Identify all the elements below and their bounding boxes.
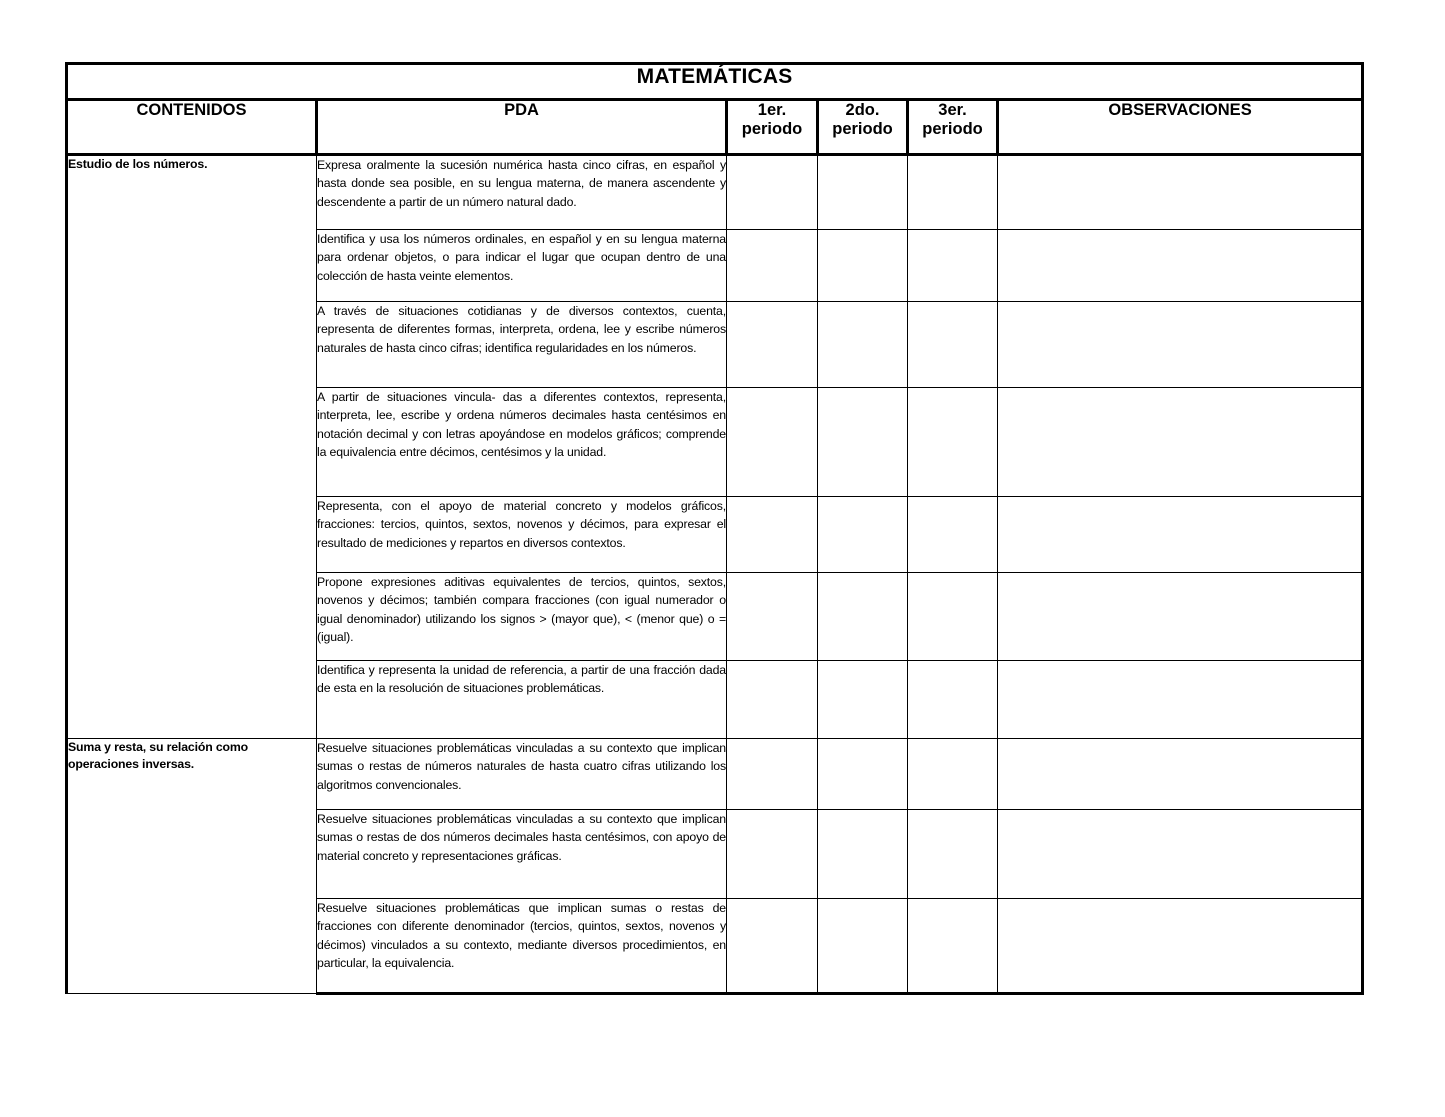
observaciones-cell[interactable] <box>998 155 1363 230</box>
observaciones-cell[interactable] <box>998 661 1363 739</box>
table-body <box>67 155 1363 994</box>
periodo-2-label: periodo <box>832 119 893 138</box>
periodo-2-cell[interactable] <box>818 739 908 810</box>
observaciones-cell[interactable] <box>998 810 1363 899</box>
pda-cell: A través de situaciones cotidianas y de diversos contextos, cuenta, representa de diferentes formas, interpreta, ordena, lee y escribe números naturales de hasta cinco cifras; identifica regularidades en los números. <box>317 302 727 388</box>
observaciones-cell[interactable] <box>998 302 1363 388</box>
periodo-3-cell[interactable] <box>908 302 998 388</box>
contenido-cell: Suma y resta, su relación como operaciones inversas. <box>67 739 317 994</box>
periodo-2-cell[interactable] <box>818 388 908 497</box>
periodo-2-cell[interactable] <box>818 661 908 739</box>
column-header-observaciones: OBSERVACIONES <box>998 100 1363 155</box>
periodo-1-cell[interactable] <box>727 388 818 497</box>
periodo-1-cell[interactable] <box>727 810 818 899</box>
pda-cell: Representa, con el apoyo de material concreto y modelos gráficos, fracciones: tercios, quintos, sextos, novenos y décimos, para expresar el resultado de mediciones y repartos en diversos contextos. <box>317 497 727 573</box>
contenido-cell: Estudio de los números. <box>67 155 317 739</box>
periodo-3-cell[interactable] <box>908 810 998 899</box>
periodo-3-cell[interactable] <box>908 899 998 994</box>
observaciones-cell[interactable] <box>998 388 1363 497</box>
periodo-2-ordinal: 2do. <box>845 101 880 119</box>
pda-cell: Identifica y usa los números ordinales, en español y en su lengua materna para ordenar objetos, o para indicar el lugar que ocupan dentro de una colección de hasta veinte elementos. <box>317 230 727 302</box>
periodo-2-cell[interactable] <box>818 230 908 302</box>
observaciones-cell[interactable] <box>998 573 1363 661</box>
pda-cell: Propone expresiones aditivas equivalentes de tercios, quintos, sextos, novenos y décimos; también compara fracciones (con igual numerador o igual denominador) utilizando los signos > (mayor que), < (menor que) o = (igual). <box>317 573 727 661</box>
table-head <box>67 64 1363 155</box>
pda-cell: A partir de situaciones vincula- das a diferentes contextos, representa, interpreta, lee, escribe y ordena números decimales hasta centésimos en notación decimal y con letras apoyándose en modelos gráficos; comprende la equivalencia entre décimos, centésimos y la unidad. <box>317 388 727 497</box>
column-header-periodo-2 <box>818 100 908 155</box>
periodo-1-cell[interactable] <box>727 230 818 302</box>
periodo-1-cell[interactable] <box>727 573 818 661</box>
periodo-2-cell[interactable] <box>818 810 908 899</box>
periodo-3-cell[interactable] <box>908 573 998 661</box>
pda-cell: Resuelve situaciones problemáticas que implican sumas o restas de fracciones con diferente denominador (tercios, quintos, sextos, novenos y décimos) vinculados a su contexto, mediante diversos procedimientos, en particular, la equivalencia. <box>317 899 727 994</box>
table-row <box>67 739 1363 810</box>
periodo-1-cell[interactable] <box>727 155 818 230</box>
column-header-pda: PDA <box>317 100 727 155</box>
column-header-periodo-3 <box>908 100 998 155</box>
periodo-3-cell[interactable] <box>908 739 998 810</box>
periodo-2-cell[interactable] <box>818 302 908 388</box>
observaciones-cell[interactable] <box>998 230 1363 302</box>
document-title: MATEMÁTICAS <box>67 64 1363 100</box>
title-row <box>67 64 1363 100</box>
periodo-3-cell[interactable] <box>908 155 998 230</box>
periodo-1-cell[interactable] <box>727 302 818 388</box>
periodo-3-cell[interactable] <box>908 388 998 497</box>
worksheet-sheet <box>65 62 1361 995</box>
pda-cell: Identifica y representa la unidad de referencia, a partir de una fracción dada de esta en la resolución de situaciones problemáticas. <box>317 661 727 739</box>
periodo-3-cell[interactable] <box>908 497 998 573</box>
pda-cell: Expresa oralmente la sucesión numérica hasta cinco cifras, en español y hasta donde sea posible, en su lengua materna, de manera ascendente y descendente a partir de un número natural dado. <box>317 155 727 230</box>
observaciones-cell[interactable] <box>998 739 1363 810</box>
header-row <box>67 100 1363 155</box>
periodo-1-cell[interactable] <box>727 899 818 994</box>
curriculum-table <box>65 62 1364 995</box>
periodo-2-cell[interactable] <box>818 155 908 230</box>
observaciones-cell[interactable] <box>998 497 1363 573</box>
periodo-2-cell[interactable] <box>818 573 908 661</box>
column-header-periodo-1 <box>727 100 818 155</box>
periodo-2-cell[interactable] <box>818 899 908 994</box>
periodo-1-cell[interactable] <box>727 661 818 739</box>
pda-cell: Resuelve situaciones problemáticas vinculadas a su contexto que implican sumas o restas de dos números decimales hasta centésimos, con apoyo de material concreto y representaciones gráficas. <box>317 810 727 899</box>
periodo-1-cell[interactable] <box>727 497 818 573</box>
periodo-3-ordinal: 3er. <box>938 101 967 119</box>
periodo-3-label: periodo <box>922 119 983 138</box>
periodo-2-cell[interactable] <box>818 497 908 573</box>
periodo-3-cell[interactable] <box>908 661 998 739</box>
periodo-1-ordinal: 1er. <box>757 101 787 119</box>
observaciones-cell[interactable] <box>998 899 1363 994</box>
table-row <box>67 155 1363 230</box>
column-header-contenidos: CONTENIDOS <box>67 100 317 155</box>
periodo-3-cell[interactable] <box>908 230 998 302</box>
periodo-1-cell[interactable] <box>727 739 818 810</box>
periodo-1-label: periodo <box>741 119 803 138</box>
pda-cell: Resuelve situaciones problemáticas vinculadas a su contexto que implican sumas o restas de números naturales de hasta cuatro cifras utilizando los algoritmos convencionales. <box>317 739 727 810</box>
